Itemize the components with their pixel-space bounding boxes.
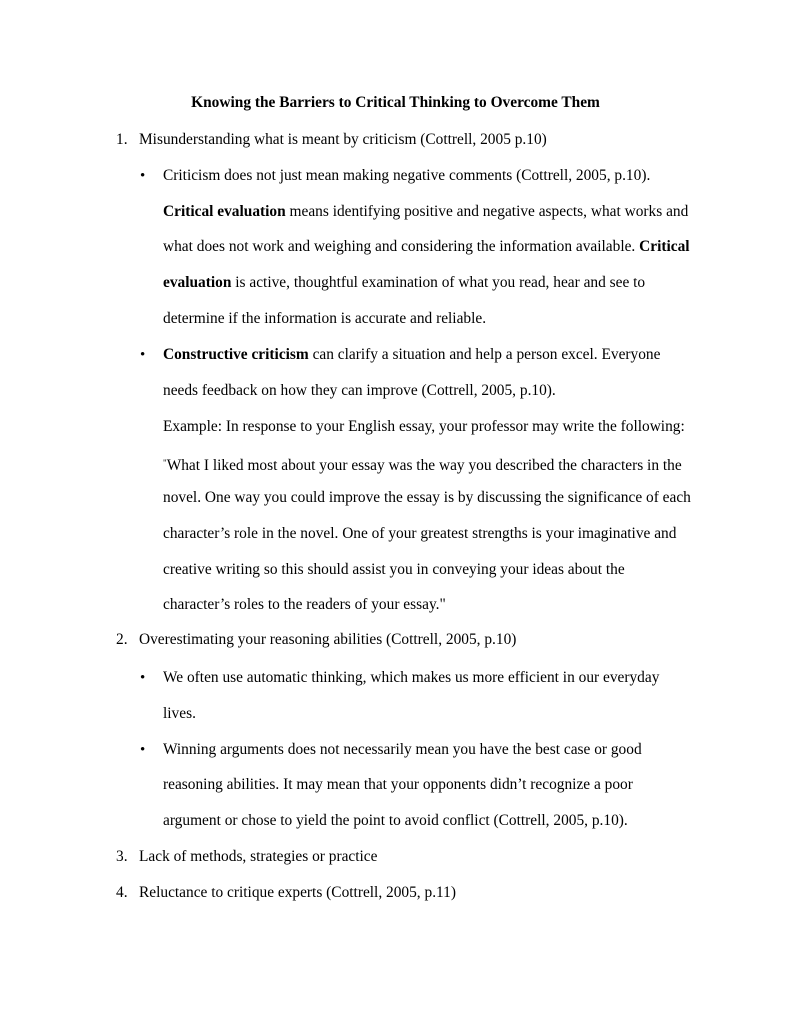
bullet-icon: •	[140, 742, 146, 758]
paragraph-line: Winning arguments does not necessarily mean you have the best case or good	[163, 741, 642, 758]
list-heading: Overestimating your reasoning abilities (Cottrell, 2005, p.10)	[139, 631, 517, 648]
paragraph-line: character’s roles to the readers of your essay."	[163, 596, 446, 613]
bold-term: Constructive criticism	[163, 346, 309, 363]
list-heading: Misunderstanding what is meant by criticism (Cottrell, 2005 p.10)	[139, 131, 547, 148]
paragraph-line: reasoning abilities. It may mean that your opponents didn’t recognize a poor	[163, 776, 633, 793]
bold-term: Critical	[639, 238, 690, 255]
line-text: is active, thoughtful examination of what you read, hear and see to	[231, 274, 646, 291]
bullet-icon: •	[140, 670, 146, 686]
list-number: 4.	[116, 884, 128, 901]
paragraph-line: lives.	[163, 705, 196, 722]
paragraph-line	[163, 453, 682, 476]
paragraph-line: character’s role in the novel. One of your greatest strengths is your imaginative and	[163, 525, 677, 542]
paragraph-line	[163, 345, 660, 365]
paragraph-line: argument or chose to yield the point to avoid conflict (Cottrell, 2005, p.10).	[163, 812, 628, 829]
line-text: means identifying positive and negative aspects, what works and	[285, 203, 689, 220]
paragraph-line: Criticism does not just mean making negative comments (Cottrell, 2005, p.10).	[163, 167, 651, 184]
list-number: 2.	[116, 631, 128, 648]
line-text: What I liked most about your essay was the way you described the characters in the	[166, 457, 682, 474]
bullet-icon: •	[140, 168, 146, 184]
list-heading: Lack of methods, strategies or practice	[139, 848, 378, 865]
document-title: Knowing the Barriers to Critical Thinking to Overcome Them	[191, 94, 600, 111]
list-heading: Reluctance to critique experts (Cottrell, 2005, p.11)	[139, 884, 456, 901]
paragraph-line: needs feedback on how they can improve (Cottrell, 2005, p.10).	[163, 382, 556, 399]
bullet-icon: •	[140, 347, 146, 363]
bold-term: Critical evaluation	[163, 203, 286, 220]
paragraph-line: determine if the information is accurate and reliable.	[163, 310, 487, 327]
paragraph-line: Example: In response to your English essay, your professor may write the following:	[163, 418, 685, 435]
list-number: 3.	[116, 848, 128, 865]
paragraph-line: We often use automatic thinking, which makes us more efficient in our everyday	[163, 669, 660, 686]
line-text: what does not work and weighing and considering the information available.	[163, 238, 640, 255]
paragraph-line: creative writing so this should assist you in conveying your ideas about the	[163, 561, 625, 578]
paragraph-line	[163, 237, 690, 257]
list-number: 1.	[116, 131, 128, 148]
quote-mark: "	[163, 458, 167, 468]
paragraph-line	[163, 202, 688, 222]
paragraph-line: novel. One way you could improve the essay is by discussing the significance of each	[163, 489, 691, 506]
line-text: can clarify a situation and help a person excel. Everyone	[308, 346, 661, 363]
paragraph-line	[163, 273, 645, 293]
bold-term: evaluation	[163, 274, 232, 291]
